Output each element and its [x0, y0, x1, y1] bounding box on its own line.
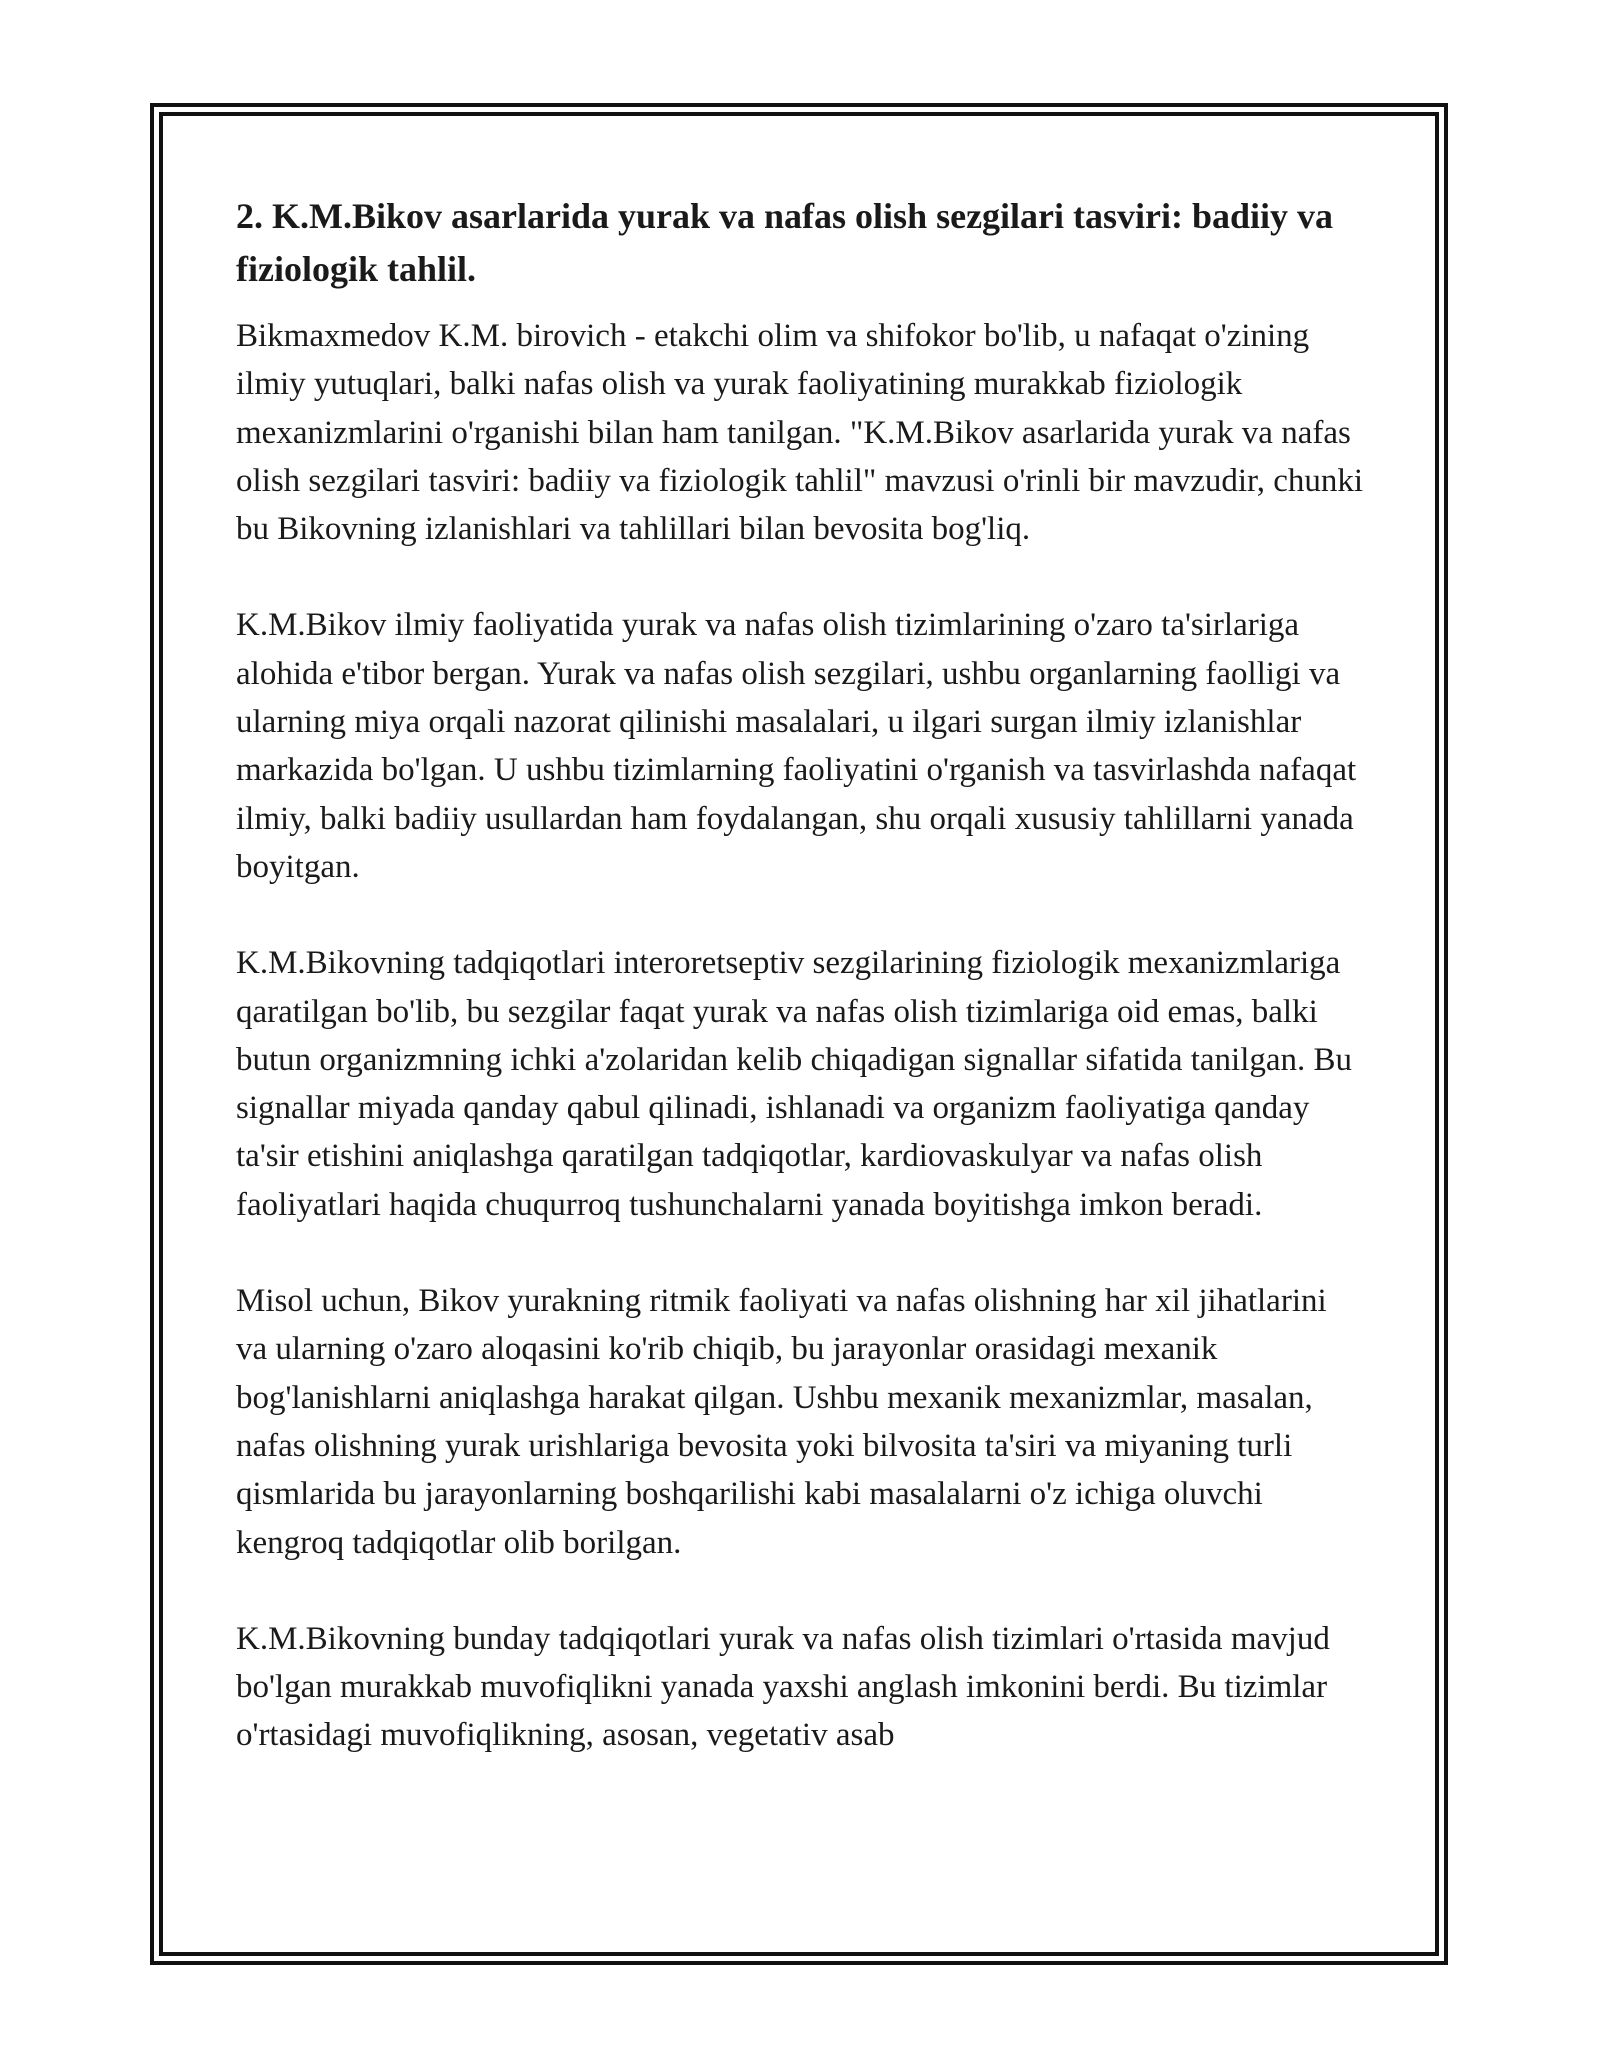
section-heading: 2. K.M.Bikov asarlarida yurak va nafas olish sezgilari tasviri: badiiy va fiziologik tahlil. [236, 196, 1334, 289]
paragraph-2: K.M.Bikov ilmiy faoliyatida yurak va nafas olish tizimlarining o'zaro ta'sirlariga alohida e'tibor bergan. Yurak va nafas olish sezgilari, ushbu organlarning faolligi va ularning miya orqali nazorat qilinishi masalalari, u ilgari surgan ilmiy izlanishlar markazida bo'lgan. U ushbu tizimlarning faoliyatini o'rganish va tasvirlashda nafaqat ilmiy, balki badiiy usullardan ham foydalangan, shu orqali xususiy tahlillarni yanada boyitgan. [236, 607, 1357, 885]
paragraph-4: Misol uchun, Bikov yurakning ritmik faoliyati va nafas olishning har xil jihatlarini va ularning o'zaro aloqasini ko'rib chiqib, bu jarayonlar orasidagi mexanik bog'lanishlarni aniqlashga harakat qilgan. Ushbu mexanik mexanizmlar, masalan, nafas olishning yurak urishlariga bevosita yoki bilvosita ta'siri va miyaning turli qismlarida bu jarayonlarning boshqarilishi kabi masalalarni o'z ichiga oluvchi kengroq tadqiqotlar olib borilgan. [236, 1283, 1327, 1561]
paragraph-5: K.M.Bikovning bunday tadqiqotlari yurak va nafas olish tizimlari o'rtasida mavjud bo'lgan murakkab muvofiqlikni yanada yaxshi anglash imkonini berdi. Bu tizimlar o'rtasidagi muvofiqlikning, asosan, vegetativ asab [236, 1620, 1330, 1754]
paragraph-1: Bikmaxmedov K.M. birovich - etakchi olim va shifokor bo'lib, u nafaqat o'zining ilmiy yutuqlari, balki nafas olish va yurak faoliyatining murakkab fiziologik mexanizmlarini o'rganishi bilan ham tanilgan. "K.M.Bikov asarlarida yurak va nafas olish sezgilari tasviri: badiiy va fiziologik tahlil" mavzusi o'rinli bir mavzudir, chunki bu Bikovning izlanishlari va tahlillari bilan bevosita bog'liq. [236, 318, 1364, 548]
document-body [236, 190, 1366, 1808]
paragraph-3: K.M.Bikovning tadqiqotlari interoretseptiv sezgilarining fiziologik mexanizmlariga qaratilgan bo'lib, bu sezgilar faqat yurak va nafas olish tizimlariga oid emas, balki butun organizmning ichki a'zolaridan kelib chiqadigan signallar sifatida tanilgan. Bu signallar miyada qanday qabul qilinadi, ishlanadi va organizm faoliyatiga qanday ta'sir etishini aniqlashga qaratilgan tadqiqotlar, kardiovaskulyar va nafas olish faoliyatlari haqida chuqurroq tushunchalarni yanada boyitishga imkon beradi. [236, 945, 1353, 1223]
